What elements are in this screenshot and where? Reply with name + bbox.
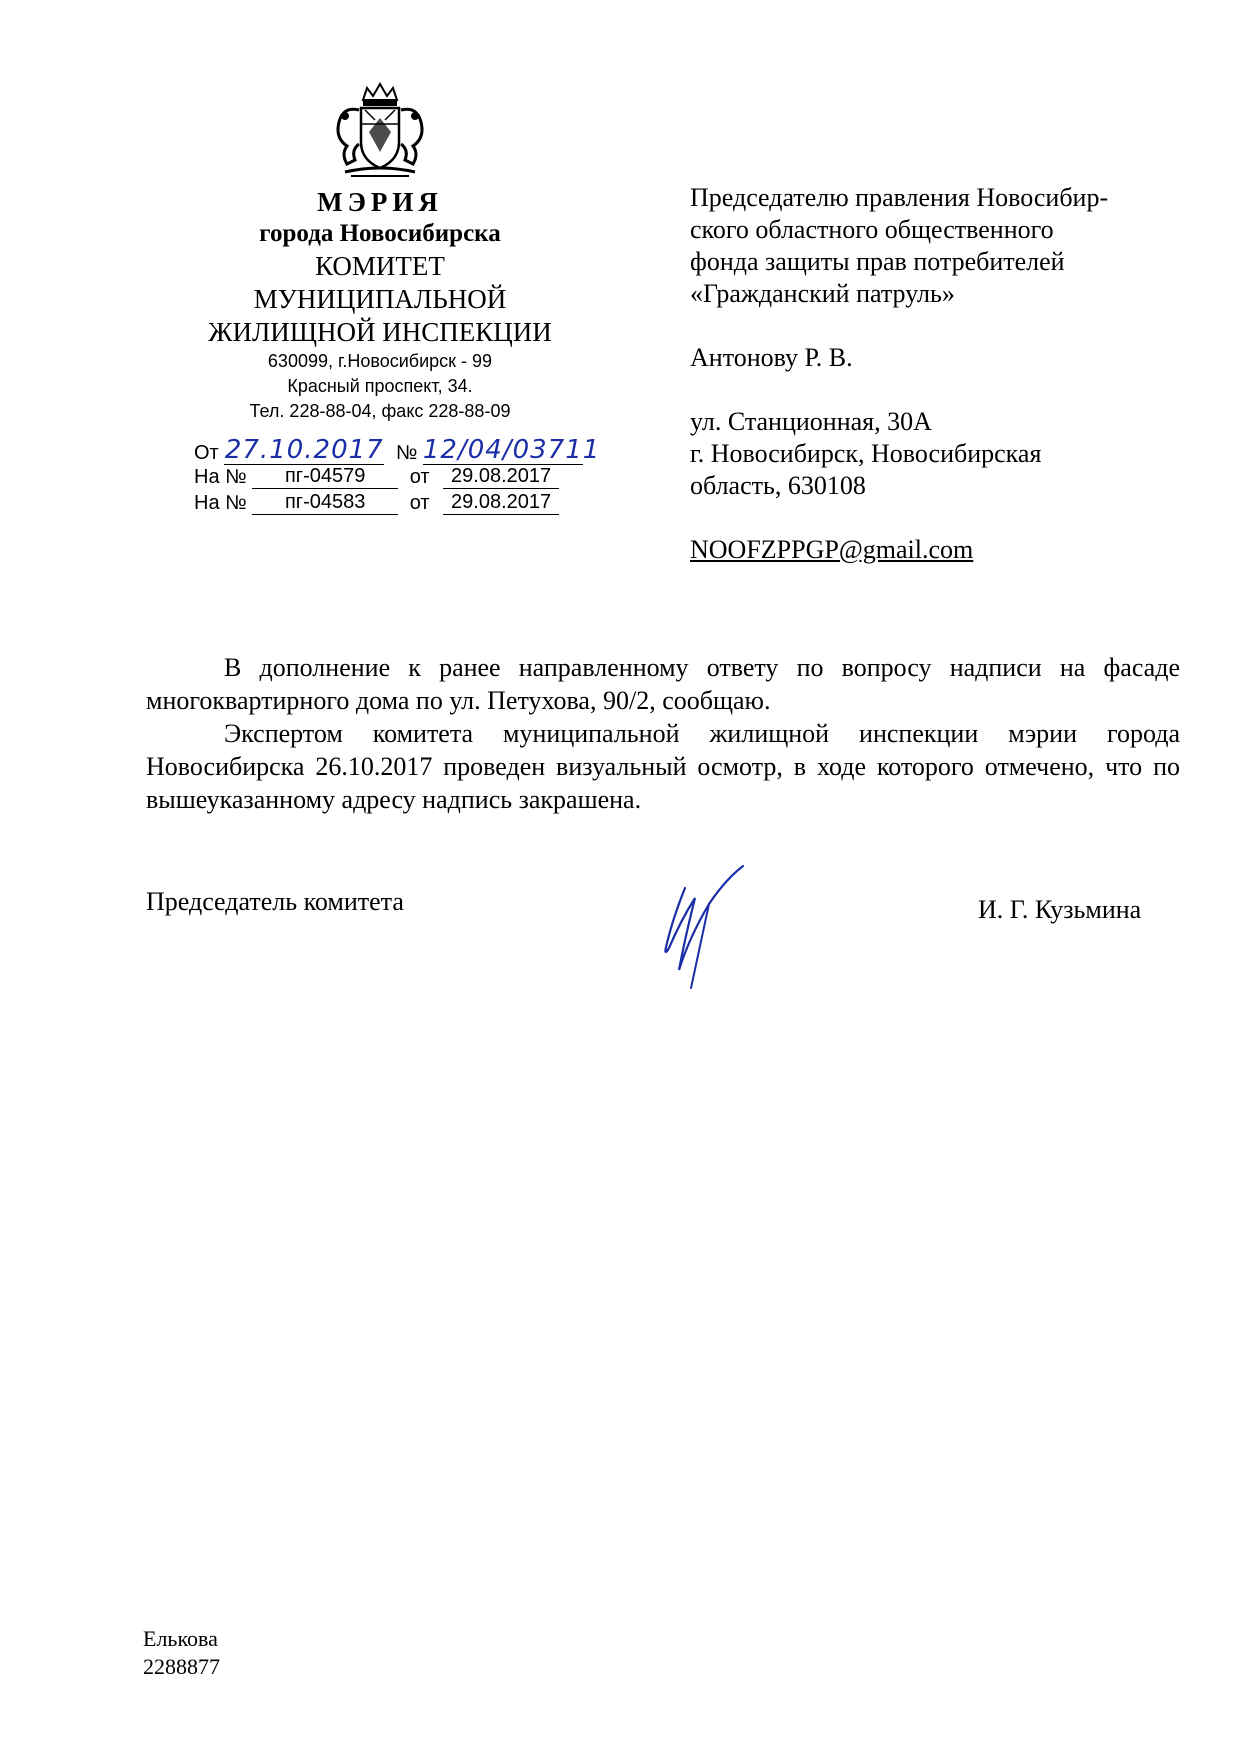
- incoming-ref-2: [194, 490, 574, 515]
- from-date-field: [224, 435, 384, 465]
- body-paragraph-2: Экспертом комитета муниципальной жилищной инспекции мэрии города Новосибирска 26.10.2017 проведен визуальный осмотр, в ходе которого отмечено, что по вышеуказанному адресу надпись закрашена.: [146, 719, 1180, 814]
- org-name-4: МУНИЦИПАЛЬНОЙ: [253, 284, 507, 314]
- executor-block: [143, 1625, 220, 1681]
- from-label: От: [194, 442, 219, 464]
- ref1-date: 29.08.2017: [443, 464, 559, 489]
- ref2-from-label: от: [409, 492, 430, 514]
- recipient-address-3: область, 630108: [690, 471, 866, 500]
- recipient-name: Антонову Р. В.: [690, 343, 853, 372]
- recipient-title-2: ского областного общественного: [690, 215, 1054, 244]
- org-name-2: города Новосибирска: [259, 220, 501, 247]
- executor-name: Елькова: [143, 1626, 218, 1651]
- sender-address-1: 630099, г.Новосибирск - 99: [267, 351, 493, 371]
- ref2-number: пг-04583: [252, 490, 398, 515]
- outgoing-ref-line: [194, 435, 601, 465]
- handwritten-signature: [655, 858, 765, 998]
- sender-phone: Тел. 228-88-04, факс 228-88-09: [249, 401, 511, 421]
- org-name-1: МЭРИЯ: [317, 187, 443, 217]
- letter-body: [146, 651, 1180, 816]
- signer-role: Председатель комитета: [146, 887, 404, 916]
- org-name-3: КОМИТЕТ: [315, 251, 445, 281]
- from-date: 27.10.2017: [224, 435, 384, 465]
- signer-name: И. Г. Кузьмина: [978, 895, 1142, 924]
- ref2-date: 29.08.2017: [443, 490, 559, 515]
- sender-block: [180, 80, 580, 424]
- body-paragraph-1: В дополнение к ранее направленному ответу по вопросу надписи на фасаде многоквартирного дома по ул. Петухова, 90/2, сообщаю.: [146, 653, 1180, 715]
- recipient-address-2: г. Новосибирск, Новосибирская: [690, 439, 1042, 468]
- executor-phone: 2288877: [143, 1654, 220, 1679]
- recipient-block: [690, 182, 1160, 566]
- recipient-title-1: Председателю правления Новосибир-: [690, 183, 1109, 212]
- outgoing-number-field: [422, 435, 601, 465]
- recipient-address-1: ул. Станционная, 30А: [690, 407, 932, 436]
- sender-address-2: Красный проспект, 34.: [287, 376, 473, 396]
- ref1-label: На №: [194, 466, 247, 488]
- ref1-from-label: от: [409, 466, 430, 488]
- recipient-email-link[interactable]: NOOFZPPGP@gmail.com: [690, 535, 974, 564]
- coat-of-arms-icon: [325, 80, 435, 180]
- ref2-label: На №: [194, 492, 247, 514]
- recipient-title-4: «Гражданский патруль»: [690, 279, 955, 308]
- recipient-title-3: фонда защиты прав потребителей: [690, 247, 1065, 276]
- ref1-number: пг-04579: [252, 464, 398, 489]
- org-name-5: ЖИЛИЩНОЙ ИНСПЕКЦИИ: [208, 317, 552, 347]
- incoming-ref-1: [194, 464, 574, 489]
- number-label: №: [395, 442, 418, 464]
- outgoing-number: 12/04/03711: [422, 435, 601, 465]
